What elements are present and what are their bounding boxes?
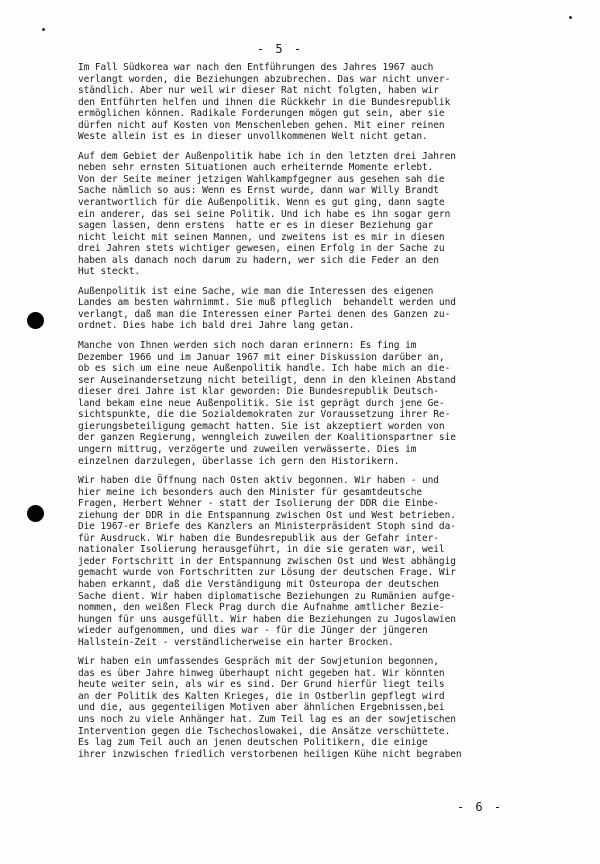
text-line: jeder Fortschritt in der Entspannung zwischen Ost und West abhängig [78,555,456,567]
text-line: verlangt worden, die Beziehungen abzubrechen. Das war nicht unver- [78,73,451,85]
text-line: Sache nämlich so aus: Wenn es Ernst wurde, dann war Willy Brandt [78,185,439,197]
text-line: Von der Seite meiner jetzigen Wahlkampfgegner aus gesehen sah die [78,173,445,185]
paragraph [78,475,538,648]
text-line: verlangt, daß man die Interessen einer Partei denen des Ganzen zu- [78,308,451,320]
text-line: land bekam eine neue Außenpolitik. Sie ist geprägt durch jene Ge- [78,397,445,409]
text-line: Intervention gegen die Tschechoslowakei, die Ansätze verschüttete. [78,725,451,737]
text-line: nommen, den weißen Fleck Prag durch die Aufnahme amtlicher Bezie- [78,602,445,614]
text-line: ermöglichen können. Radikale Forderungen mögen gut sein, aber sie [78,108,445,120]
text-line: Manche von Ihnen werden sich noch daran erinnern: Es fing im [78,340,417,352]
paragraph [78,151,538,278]
text-line: gemacht wurde von Fortschritten zur Lösung der deutschen Frage. Wir [78,567,456,579]
text-line: Hallstein-Zeit - verständlicherweise ein harter Brocken. [78,636,394,648]
text-line: gierungsbeteiligung gemacht hatten. Sie ist akzeptiert worden von [78,420,445,432]
paragraph [78,286,538,332]
text-line: das es über Jahre hinweg überhaupt nicht gegeben hat. Wir könnten [78,667,445,679]
text-line: den Entführten helfen und ihnen die Rückkehr in die Bundesrepublik [78,96,451,108]
text-line: Dezember 1966 und im Januar 1967 mit einer Diskussion darüber an, [78,351,445,363]
text-line: nationaler Isolierung herausgeführt, in die sie geraten war, weil [78,544,445,556]
page-number-top: - 5 - [256,42,304,56]
text-line: Weste allein ist es in dieser unvollkommenen Welt nicht getan. [78,131,428,143]
text-line: Außenpolitik ist eine Sache, wie man die Interessen des eigenen [78,285,434,297]
text-line: dieser drei Jahre ist klar geworden: Die Bundesrepublik Deutsch- [78,386,439,398]
text-line: nicht leicht mit seinen Mannen, und zweitens ist es mir in diesen [78,231,445,243]
text-line: hier meine ich besonders auch den Minister für gesamtdeutsche [78,486,423,498]
text-line: Landes am besten wahrnimmt. Sie muß pfleglich behandelt werden und [78,297,456,309]
text-line: haben als danach noch darum zu hadern, wer sich die Feder an den [78,254,439,266]
text-line: Die 1967-er Briefe des Kanzlers an Ministerpräsident Stoph sind da- [78,521,456,533]
text-line: Hut steckt. [78,266,141,278]
text-line: haben erkannt, daß die Verständigung mit Osteuropa der deutschen [78,578,439,590]
text-line: wieder aufgenommen, und dies war - für die Jünger der jüngeren [78,625,428,637]
text-line: Fragen, Herbert Wehner - statt der Isolierung der DDR die Einbe- [78,498,439,510]
text-line: Auf dem Gebiet der Außenpolitik habe ich in den letzten drei Jahren [78,150,456,162]
scan-speck [569,16,572,19]
text-line: Wir haben die Öffnung nach Osten aktiv begonnen. Wir haben - und [78,475,439,487]
text-line: ordnet. Dies habe ich bald drei Jahre lang getan. [78,320,355,332]
letter-body [78,62,538,768]
paragraph [78,656,538,760]
text-line: für Ausdruck. Wir haben die Bundesrepublik aus der Gefahr inter- [78,532,439,544]
text-line: an der Politik des Kalten Krieges, die in Ostberlin gepflegt wird [78,690,445,702]
text-line: hungen für uns ausgefüllt. Wir haben die Beziehungen zu Jugoslawien [78,613,456,625]
text-line: drei Jahren stets wichtiger gewesen, einen Erfolg in der Sache zu [78,243,445,255]
page-number-bottom: - 6 - [456,800,504,814]
text-line: ziehung der DDR in die Entspannung zwischen Ost und West betrieben. [78,509,456,521]
punch-hole-lower [27,505,44,522]
text-line: Es lag zum Teil auch an jenen deutschen Politikern, die einige [78,737,428,749]
scan-speck [42,28,45,31]
text-line: heute weiter sein, als wir es sind. Der Grund hierfür liegt teils [78,679,445,691]
text-line: dürfen nicht auf Kosten von Menschenleben gehen. Mit einer reinen [78,119,445,131]
text-line: und die, aus gegenteiligen Motiven aber ähnlichen Ergebnissen,bei [78,702,445,714]
text-line: der ganzen Regierung, wenngleich zuweilen der Koalitionspartner sie [78,432,456,444]
paragraph [78,340,538,467]
text-line: ständlich. Aber nur weil wir dieser Rat nicht folgten, haben wir [78,85,439,97]
text-line: sichtspunkte, die die Sozialdemokraten zur Voraussetzung ihrer Re- [78,409,451,421]
text-line: ser Auseinandersetzung nicht beteiligt, denn in den kleinen Abstand [78,374,456,386]
text-line: Im Fall Südkorea war nach den Entführungen des Jahres 1967 auch [78,62,434,73]
text-line: neben sehr ernsten Situationen auch erheiternde Momente erlebt. [78,162,434,174]
text-line: ein anderer, das sei seine Politik. Und ich habe es ihn sogar gern [78,208,451,220]
text-line: Wir haben ein umfassendes Gespräch mit der Sowjetunion begonnen, [78,656,439,668]
text-line: ungern mittrug, verzögerte und zuweilen verwässerte. Dies im [78,443,417,455]
punch-hole-upper [27,312,44,329]
text-line: Sache dient. Wir haben diplomatische Beziehungen zu Rumänien aufge- [78,590,456,602]
text-line: einzelnen darzulegen, überlasse ich gern den Historikern. [78,455,400,467]
text-line: sagen lassen, denn erstens hatte er es in dieser Beziehung gar [78,220,434,232]
text-line: uns noch zu viele Anhänger hat. Zum Teil lag es an der sowjetischen [78,713,456,725]
text-line: ihrer inzwischen friedlich verstorbenen heiligen Kühe nicht begraben [78,748,462,760]
text-line: ob es sich um eine neue Außenpolitik handle. Ich habe mich an die- [78,363,451,375]
paragraph [78,62,538,143]
text-line: verantwortlich für die Außenpolitik. Wenn es gut ging, dann sagte [78,197,445,209]
